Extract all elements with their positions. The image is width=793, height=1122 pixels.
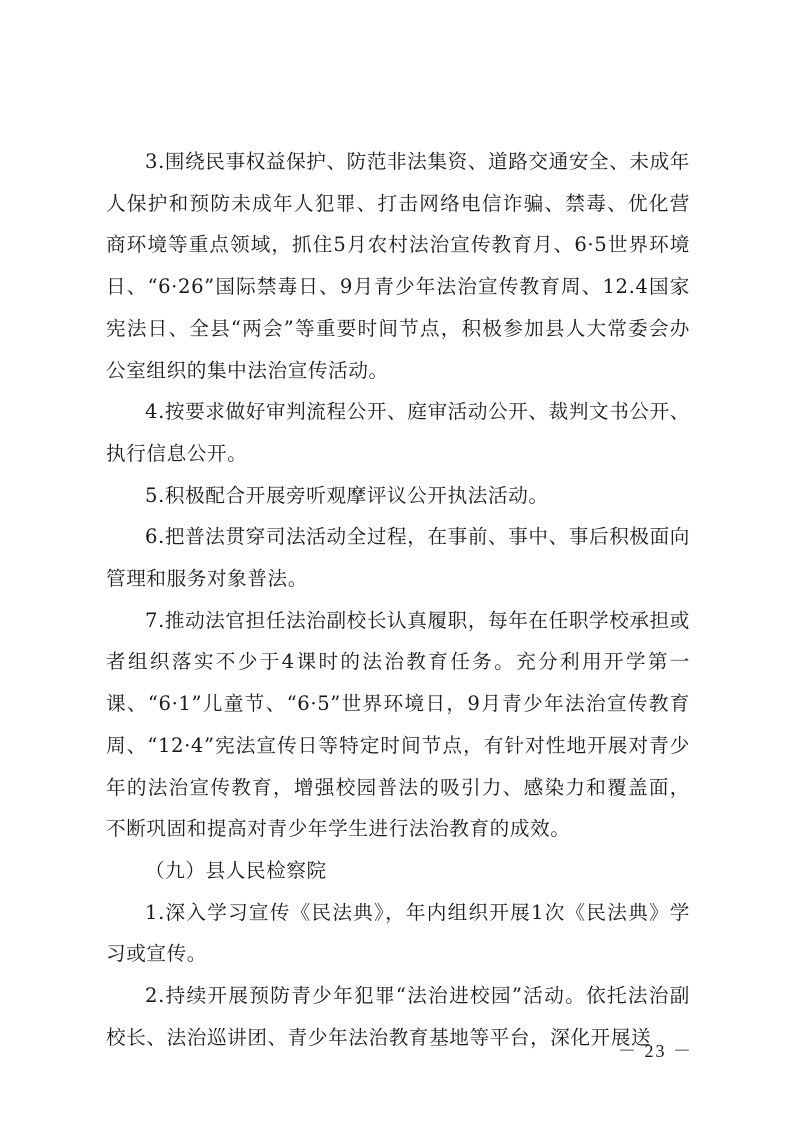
page-number: － 23 － xyxy=(618,1041,693,1061)
paragraph-6: 6.把普法贯穿司法活动全过程，在事前、事中、事后积极面向管理和服务对象普法。 xyxy=(106,525,690,591)
section-heading: （九）县人民检察院 xyxy=(145,858,327,882)
paragraph-4: 4.按要求做好审判流程公开、庭审活动公开、裁判文书公开、执行信息公开。 xyxy=(106,400,690,465)
paragraph-3: 3.围绕民事权益保护、防范非法集资、道路交通安全、未成年人保护和预防未成年人犯罪、打击网络电信诈骗、禁毒、优化营商环境等重点领域，抓住5月农村法治宣传教育月、6·5世界环境日、“6·26”国际禁毒日、9月青少年法治宣传教育周、12.4国家宪法日、全县“两会”等重要时间节点，积极参加县人大常委会办公室组织的集中法治宣传活动。 xyxy=(106,150,690,382)
section-paragraph-1: 1.深入学习宣传《民法典》，年内组织开展1次《民法典》学习或宣传。 xyxy=(106,900,690,966)
paragraph-7: 7.推动法官担任法治副校长认真履职，每年在任职学校承担或者组织落实不少于4课时的法治教育任务。充分利用开学第一课、“6·1”儿童节、“6·5”世界环境日，9月青少年法治宣传教育周、“12·4”宪法宣传日等特定时间节点，有针对性地开展对青少年的法治宣传教育，增强校园普法的吸引力、感染力和覆盖面，不断巩固和提高对青少年学生进行法治教育的成效。 xyxy=(106,608,690,841)
document-body xyxy=(106,141,690,1058)
section-paragraph-2: 2.持续开展预防青少年犯罪“法治进校园”活动。依托法治副校长、法治巡讲团、青少年法治教育基地等平台，深化开展送 xyxy=(106,984,690,1049)
paragraph-5: 5.积极配合开展旁听观摩评议公开执法活动。 xyxy=(145,483,549,507)
